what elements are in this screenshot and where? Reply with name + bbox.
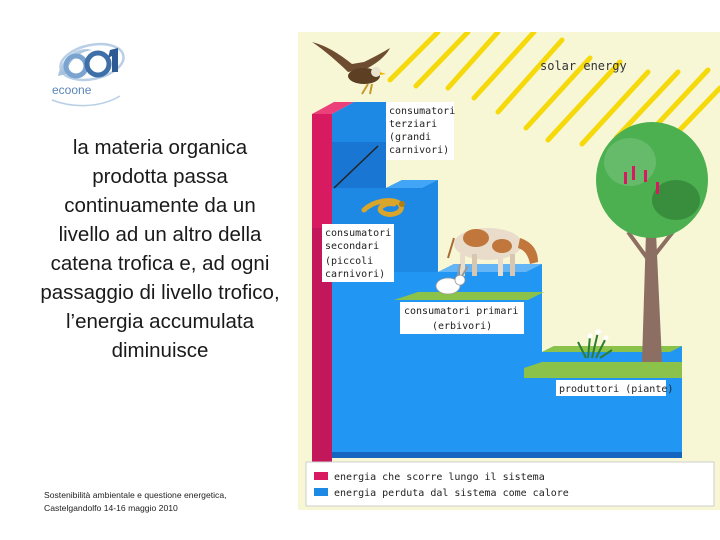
label-primary-line-2: (erbivori)	[432, 321, 493, 332]
logo-wordmark: ecoone	[52, 83, 92, 97]
label-tertiary-line-2: terziari	[389, 119, 438, 130]
legend-swatch-red	[314, 472, 328, 480]
energy-pyramid-diagram	[298, 32, 720, 510]
step-tertiary	[332, 102, 386, 188]
label-primary-line-1: consumatori primari	[404, 306, 519, 317]
main-caption: la materia organica prodotta passa continuamente da un livello ad un altro della catena trofica e, ad ogni passaggio di livello trofico, l’energia accumulata diminuisce	[40, 136, 280, 362]
label-box-secondary	[322, 224, 394, 282]
label-secondary-line-4: carnivori)	[325, 269, 386, 280]
ecoone-logo	[48, 38, 132, 108]
footer-citation	[44, 489, 227, 515]
label-box-producers	[556, 380, 673, 396]
label-secondary-line-2: secondari	[325, 241, 380, 252]
label-tertiary-line-1: consumatori	[389, 106, 456, 117]
legend-label-energy-flow: energia che scorre lungo il sistema	[334, 472, 545, 483]
label-box-primary	[400, 302, 524, 334]
legend	[306, 462, 714, 506]
footer-line-2: Castelgandolfo 14-16 maggio 2010	[44, 503, 178, 513]
label-tertiary-line-4: carnivori)	[389, 145, 450, 156]
solar-energy-label: solar energy	[540, 59, 627, 73]
legend-label-energy-lost: energia perduta dal sistema come calore	[334, 488, 569, 499]
label-box-tertiary	[386, 102, 455, 160]
label-producers: produttori (piante)	[559, 384, 674, 395]
legend-swatch-blue	[314, 488, 328, 496]
label-secondary-line-3: (piccoli	[325, 256, 374, 267]
footer-line-1: Sostenibilità ambientale e questione energetica,	[44, 490, 227, 500]
label-tertiary-line-3: (grandi	[389, 132, 432, 143]
label-secondary-line-1: consumatori	[325, 228, 392, 239]
ecoone-logo-mark	[48, 38, 132, 108]
step-producers	[312, 346, 682, 458]
